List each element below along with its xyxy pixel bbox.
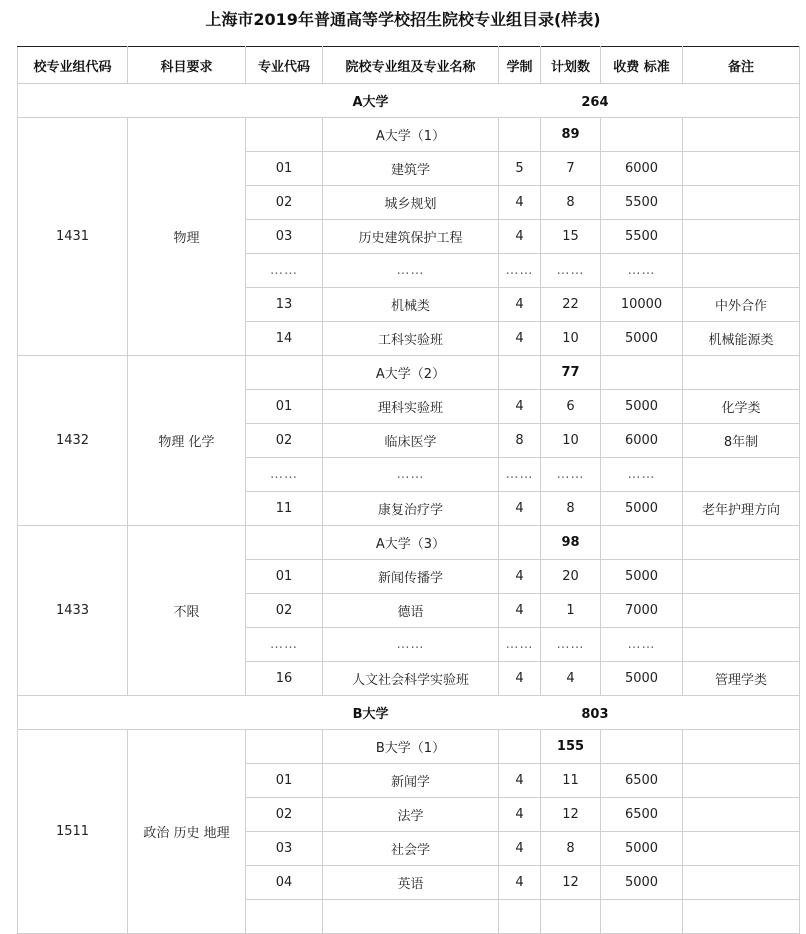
major-name: 英语: [323, 866, 499, 900]
major-code: 02: [246, 424, 323, 458]
empty-cell: [246, 900, 323, 934]
page-title: 上海市2019年普通高等学校招生院校专业组目录(样表): [205, 10, 601, 29]
group-row: [18, 526, 800, 560]
empty-cell: [246, 730, 323, 764]
ellipsis: ……: [601, 254, 683, 288]
group-name: A大学（2）: [323, 356, 499, 390]
group-code: 1511: [18, 730, 128, 934]
empty-cell: [499, 356, 541, 390]
major-code: 01: [246, 560, 323, 594]
major-years: 4: [499, 866, 541, 900]
major-years: 8: [499, 424, 541, 458]
col-header-major-code: 专业代码: [246, 47, 323, 84]
major-code: 02: [246, 594, 323, 628]
major-plan: 7: [541, 152, 601, 186]
major-note: 中外合作: [683, 288, 800, 322]
group-plan: 89: [541, 118, 601, 152]
major-name: 法学: [323, 798, 499, 832]
empty-cell: [601, 730, 683, 764]
major-years: 5: [499, 152, 541, 186]
empty-cell: [683, 118, 800, 152]
major-code: 02: [246, 186, 323, 220]
col-header-plan: 计划数: [541, 47, 601, 84]
group-row: [18, 730, 800, 764]
ellipsis: ……: [541, 458, 601, 492]
major-plan: 20: [541, 560, 601, 594]
major-note: [683, 832, 800, 866]
major-fee: 5000: [601, 662, 683, 696]
empty-cell: [683, 356, 800, 390]
major-years: 4: [499, 832, 541, 866]
group-row: [18, 118, 800, 152]
major-name: 康复治疗学: [323, 492, 499, 526]
major-note: [683, 220, 800, 254]
major-name: 临床医学: [323, 424, 499, 458]
ellipsis: ……: [323, 628, 499, 662]
group-code: 1433: [18, 526, 128, 696]
major-name: 城乡规划: [323, 186, 499, 220]
empty-cell: [683, 730, 800, 764]
empty-cell: [246, 356, 323, 390]
catalog-table: [17, 46, 800, 934]
group-code: 1432: [18, 356, 128, 526]
empty-cell: [541, 900, 601, 934]
major-plan: 8: [541, 832, 601, 866]
group-name: B大学（1）: [323, 730, 499, 764]
empty-cell: [246, 526, 323, 560]
major-code: 11: [246, 492, 323, 526]
group-plan: 77: [541, 356, 601, 390]
major-code: 04: [246, 866, 323, 900]
empty-cell: [499, 118, 541, 152]
university-row: [18, 696, 800, 730]
group-subjects: 物理: [128, 118, 246, 356]
major-note: [683, 764, 800, 798]
major-years: 4: [499, 390, 541, 424]
major-note: [683, 594, 800, 628]
table-header-row: [18, 47, 800, 84]
major-note: 管理学类: [683, 662, 800, 696]
major-years: 4: [499, 798, 541, 832]
major-name: 历史建筑保护工程: [323, 220, 499, 254]
major-code: 01: [246, 764, 323, 798]
major-plan: 10: [541, 424, 601, 458]
major-plan: 8: [541, 492, 601, 526]
major-years: 4: [499, 220, 541, 254]
major-years: 4: [499, 288, 541, 322]
major-plan: 15: [541, 220, 601, 254]
empty-cell: [683, 628, 800, 662]
empty-cell: [601, 900, 683, 934]
col-header-subjects: 科目要求: [128, 47, 246, 84]
empty-cell: [601, 356, 683, 390]
major-code: 13: [246, 288, 323, 322]
major-fee: 6500: [601, 764, 683, 798]
major-years: 4: [499, 492, 541, 526]
major-fee: 5000: [601, 866, 683, 900]
empty-cell: [683, 526, 800, 560]
ellipsis: ……: [323, 458, 499, 492]
empty-cell: [683, 254, 800, 288]
major-plan: 4: [541, 662, 601, 696]
ellipsis: ……: [601, 458, 683, 492]
major-fee: 6000: [601, 152, 683, 186]
group-subjects: 不限: [128, 526, 246, 696]
major-fee: 5000: [601, 390, 683, 424]
major-code: 03: [246, 832, 323, 866]
major-name: 人文社会科学实验班: [323, 662, 499, 696]
ellipsis: ……: [246, 458, 323, 492]
empty-cell: [601, 526, 683, 560]
major-code: 03: [246, 220, 323, 254]
group-row: [18, 356, 800, 390]
empty-cell: [499, 526, 541, 560]
empty-cell: [499, 730, 541, 764]
empty-cell: [683, 458, 800, 492]
major-plan: 6: [541, 390, 601, 424]
major-plan: 12: [541, 866, 601, 900]
col-header-note: 备注: [683, 47, 800, 84]
major-fee: 5500: [601, 220, 683, 254]
university-total: 803: [581, 707, 609, 722]
group-plan: 98: [541, 526, 601, 560]
col-header-years: 学制: [499, 47, 541, 84]
university-name: A大学: [352, 95, 389, 110]
major-plan: 8: [541, 186, 601, 220]
major-years: 4: [499, 594, 541, 628]
major-note: 老年护理方向: [683, 492, 800, 526]
university-cell: [18, 696, 800, 730]
major-plan: 22: [541, 288, 601, 322]
major-note: 化学类: [683, 390, 800, 424]
major-years: 4: [499, 560, 541, 594]
major-note: [683, 152, 800, 186]
empty-cell: [499, 900, 541, 934]
major-years: 4: [499, 764, 541, 798]
ellipsis: ……: [541, 628, 601, 662]
empty-cell: [323, 900, 499, 934]
major-fee: 5000: [601, 832, 683, 866]
university-total: 264: [581, 95, 609, 110]
major-fee: 10000: [601, 288, 683, 322]
major-name: 新闻学: [323, 764, 499, 798]
major-name: 建筑学: [323, 152, 499, 186]
group-plan: 155: [541, 730, 601, 764]
major-years: 4: [499, 662, 541, 696]
empty-cell: [683, 900, 800, 934]
major-fee: 7000: [601, 594, 683, 628]
group-name: A大学（1）: [323, 118, 499, 152]
major-note: [683, 560, 800, 594]
major-name: 德语: [323, 594, 499, 628]
col-header-fee: 收费 标准: [601, 47, 683, 84]
ellipsis: ……: [499, 458, 541, 492]
col-header-group-code: 校专业组代码: [18, 47, 128, 84]
university-row: [18, 84, 800, 118]
ellipsis: ……: [246, 254, 323, 288]
col-header-major-name: 院校专业组及专业名称: [323, 47, 499, 84]
major-name: 机械类: [323, 288, 499, 322]
major-note: [683, 866, 800, 900]
group-subjects: 物理 化学: [128, 356, 246, 526]
major-name: 新闻传播学: [323, 560, 499, 594]
major-code: 01: [246, 152, 323, 186]
university-cell: [18, 84, 800, 118]
major-fee: 6500: [601, 798, 683, 832]
major-plan: 1: [541, 594, 601, 628]
major-years: 4: [499, 186, 541, 220]
major-plan: 10: [541, 322, 601, 356]
major-note: [683, 798, 800, 832]
major-fee: 5500: [601, 186, 683, 220]
group-name: A大学（3）: [323, 526, 499, 560]
university-name: B大学: [352, 707, 389, 722]
major-fee: 6000: [601, 424, 683, 458]
ellipsis: ……: [499, 254, 541, 288]
major-name: 工科实验班: [323, 322, 499, 356]
major-plan: 12: [541, 798, 601, 832]
major-note: [683, 186, 800, 220]
major-fee: 5000: [601, 560, 683, 594]
empty-cell: [601, 118, 683, 152]
group-subjects: 政治 历史 地理: [128, 730, 246, 934]
major-name: 社会学: [323, 832, 499, 866]
ellipsis: ……: [601, 628, 683, 662]
major-code: 14: [246, 322, 323, 356]
major-plan: 11: [541, 764, 601, 798]
major-code: 16: [246, 662, 323, 696]
ellipsis: ……: [499, 628, 541, 662]
major-name: 理科实验班: [323, 390, 499, 424]
ellipsis: ……: [323, 254, 499, 288]
empty-cell: [246, 118, 323, 152]
major-fee: 5000: [601, 492, 683, 526]
major-code: 02: [246, 798, 323, 832]
major-note: 机械能源类: [683, 322, 800, 356]
major-fee: 5000: [601, 322, 683, 356]
major-code: 01: [246, 390, 323, 424]
group-code: 1431: [18, 118, 128, 356]
ellipsis: ……: [246, 628, 323, 662]
major-years: 4: [499, 322, 541, 356]
ellipsis: ……: [541, 254, 601, 288]
major-note: 8年制: [683, 424, 800, 458]
